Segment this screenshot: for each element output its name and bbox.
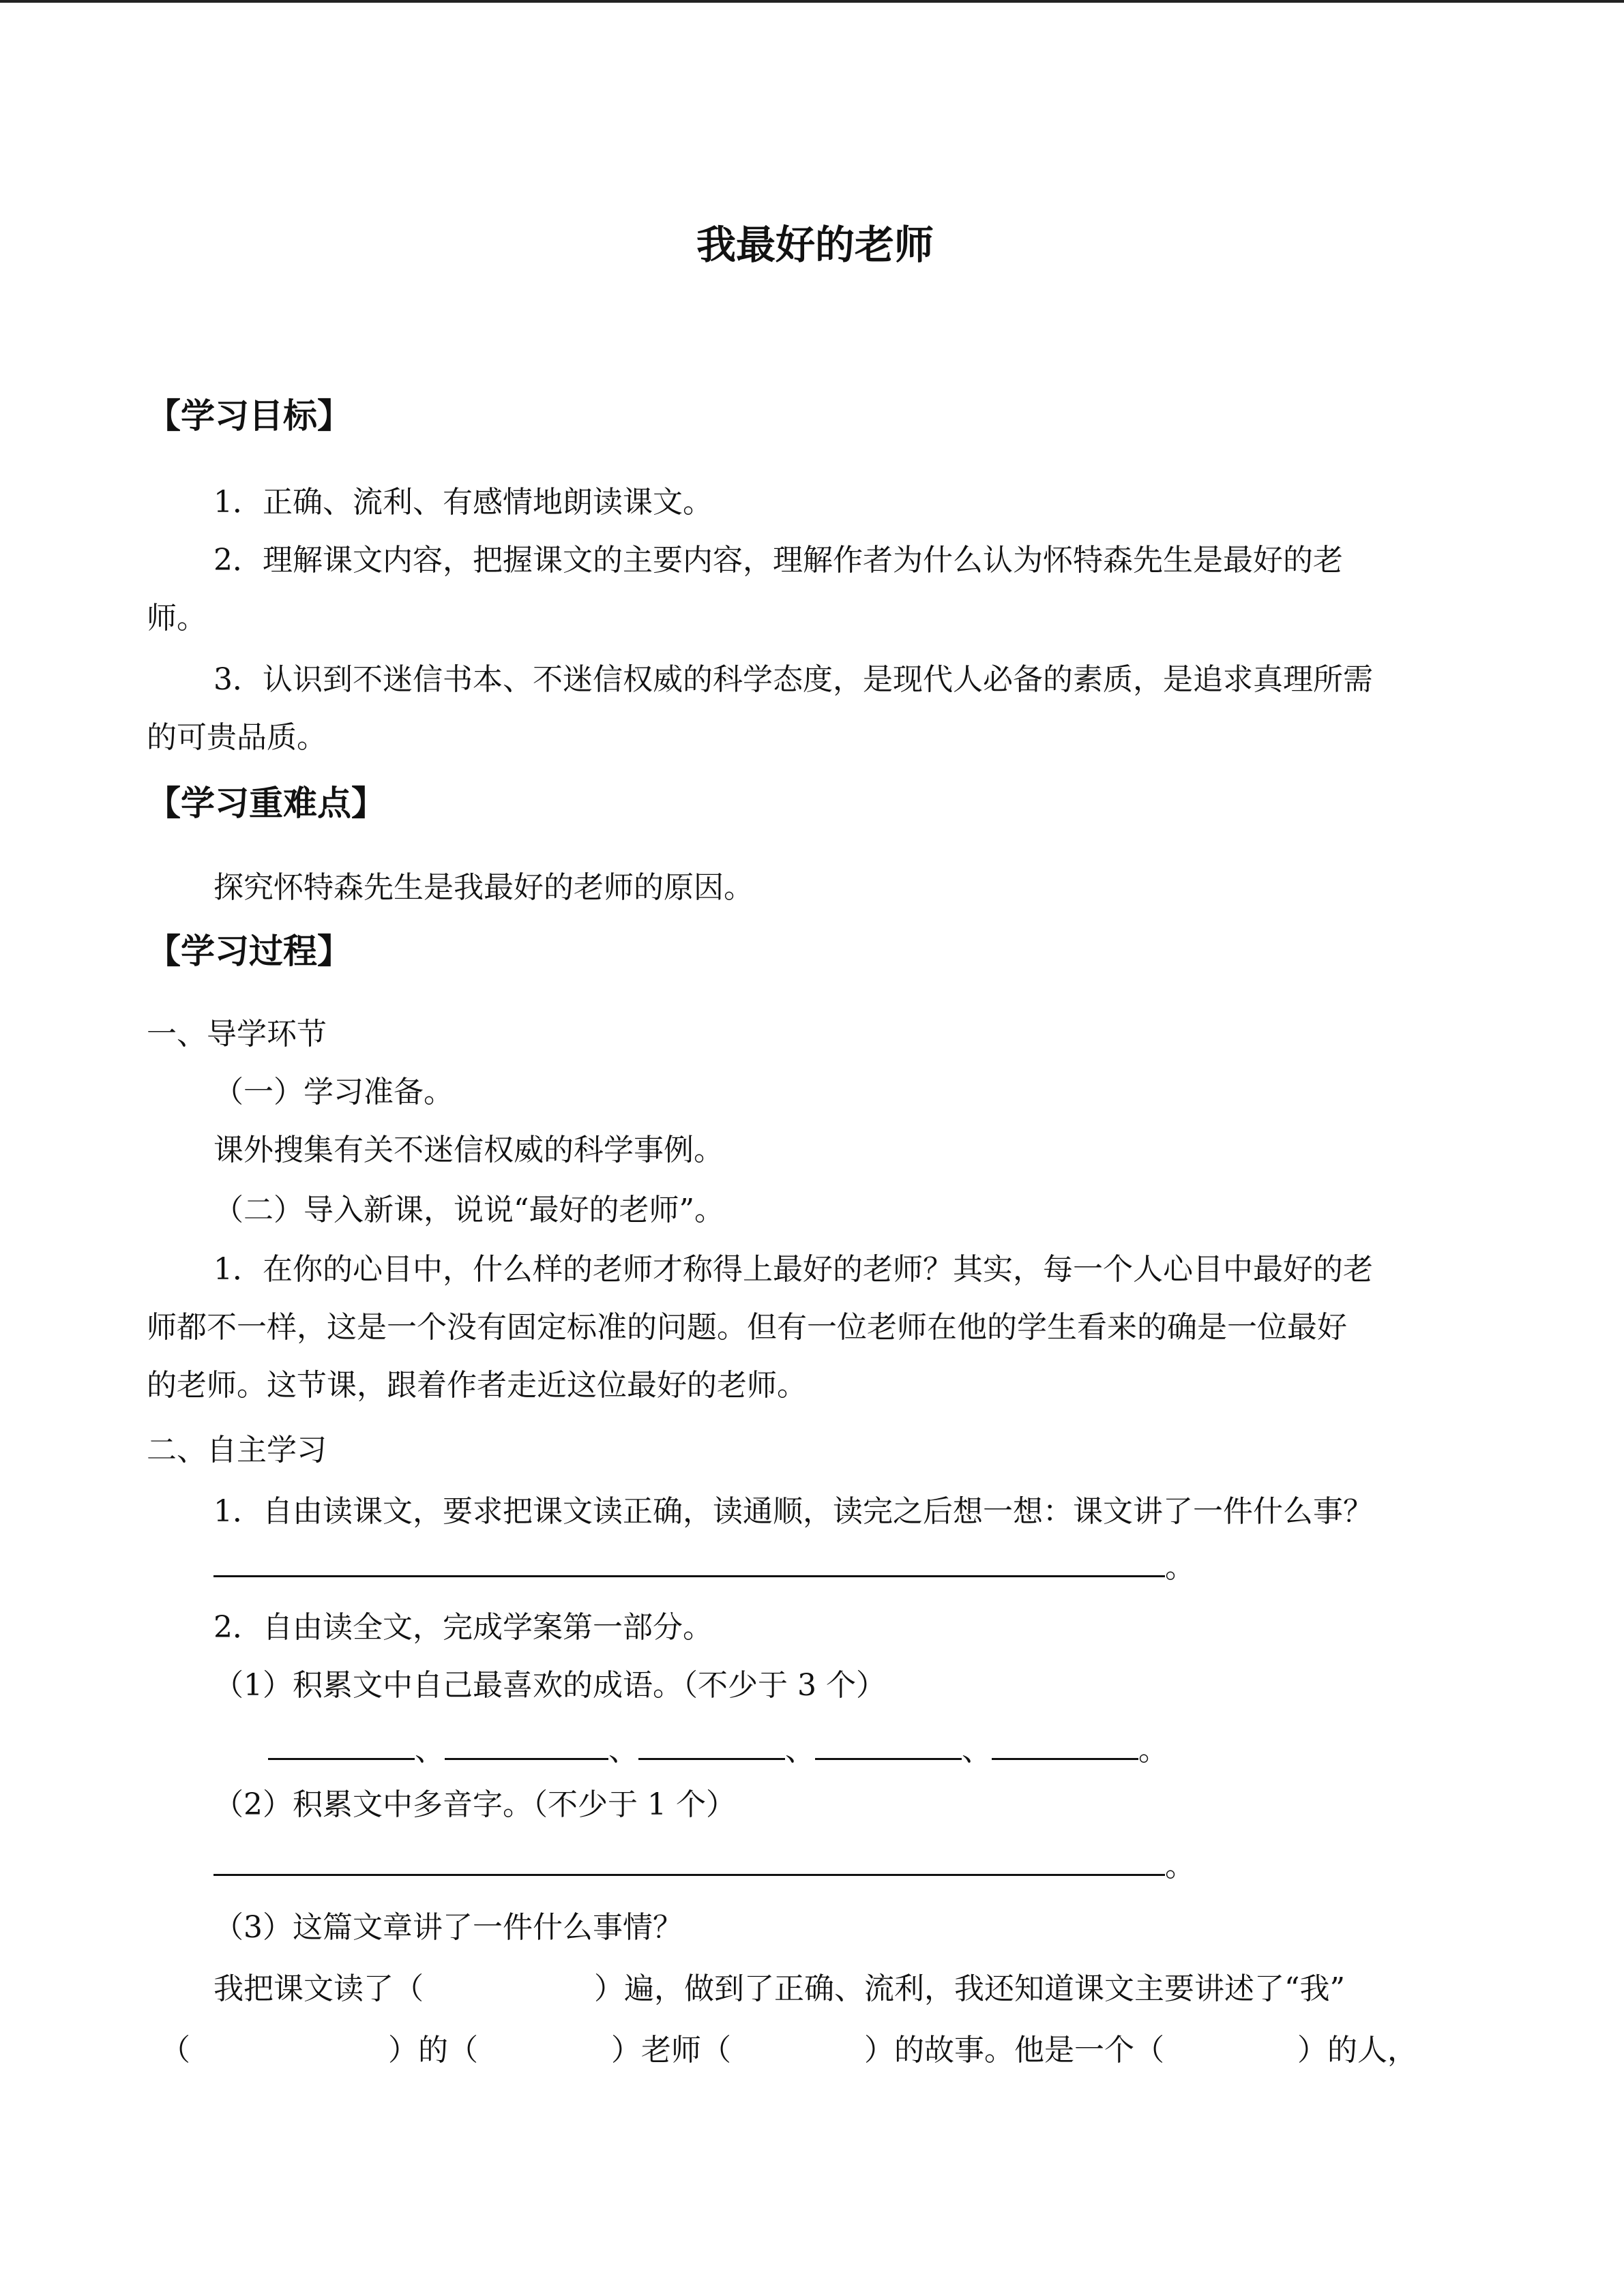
idiom-blank-1[interactable] (268, 1731, 415, 1760)
process-step-2: 二、自主学习 (147, 1433, 327, 1467)
question-3: （3）这篇文章讲了一件什么事情？ (213, 1910, 683, 1945)
idiom-blanks-row[interactable]: 、 、 、 、 。 (268, 1725, 1168, 1769)
goal-3-line-2: 的可贵品质。 (147, 720, 327, 755)
question-1: （1）积累文中自己最喜欢的成语。（不少于 3 个） (213, 1668, 886, 1703)
process-step-2-1: 1．自由读课文，要求把课文读正确，读通顺，读完之后想一想：课文讲了一件什么事？ (213, 1494, 1373, 1529)
page-title: 我最好的老师 (696, 222, 934, 268)
process-step-1-1-text: 课外搜集有关不迷信权威的科学事例。 (213, 1133, 724, 1167)
goal-1: 1．正确、流利、有感情地朗读课文。 (213, 485, 713, 520)
section-heading-keypoints: 【学习重难点】 (147, 784, 385, 823)
process-step-1-2-line-3: 的老师。这节课，跟着作者走近这位最好的老师。 (147, 1368, 807, 1403)
answer-blank[interactable] (213, 1847, 1165, 1876)
idiom-blank-4[interactable] (815, 1731, 962, 1760)
process-step-2-2: 2．自由读全文，完成学案第一部分。 (213, 1610, 713, 1645)
answer-line-1[interactable]: 。 (213, 1542, 1195, 1586)
answer-line-2[interactable]: 。 (213, 1841, 1195, 1885)
question-2: （2）积累文中多音字。（不少于 1 个） (213, 1787, 736, 1822)
idiom-blank-3[interactable] (638, 1731, 785, 1760)
keypoint-1: 探究怀特森先生是我最好的老师的原因。 (213, 870, 754, 905)
process-step-1-2-line-1: 1．在你的心目中，什么样的老师才称得上最好的老师？其实，每一个人心目中最好的老 (213, 1252, 1373, 1287)
process-step-1-1: （一）学习准备。 (213, 1075, 454, 1109)
idiom-blank-2[interactable] (445, 1731, 608, 1760)
page-top-border (0, 0, 1624, 3)
goal-2-line-2: 师。 (147, 601, 207, 636)
process-step-1-2: （二）导入新课，说说“最好的老师”。 (213, 1193, 724, 1227)
section-heading-process: 【学习过程】 (147, 931, 351, 971)
section-heading-goals: 【学习目标】 (147, 396, 351, 436)
idiom-blank-5[interactable] (992, 1731, 1138, 1760)
fill-in-sentence-2: （ ）的（ ）老师（ ）的故事。他是一个（ ）的人， (160, 2033, 1417, 2068)
goal-3-line-1: 3．认识到不迷信书本、不迷信权威的科学态度，是现代人必备的素质，是追求真理所需 (213, 662, 1373, 697)
process-step-1: 一、导学环节 (147, 1017, 327, 1052)
fill-in-sentence-1: 我把课文读了（ ）遍，做到了正确、流利，我还知道课文主要讲述了“我” (213, 1971, 1345, 2006)
answer-blank[interactable] (213, 1548, 1165, 1577)
process-step-1-2-line-2: 师都不一样，这是一个没有固定标准的问题。但有一位老师在他的学生看来的确是一位最好 (147, 1310, 1347, 1345)
goal-2-line-1: 2．理解课文内容，把握课文的主要内容，理解作者为什么认为怀特森先生是最好的老 (213, 543, 1343, 578)
